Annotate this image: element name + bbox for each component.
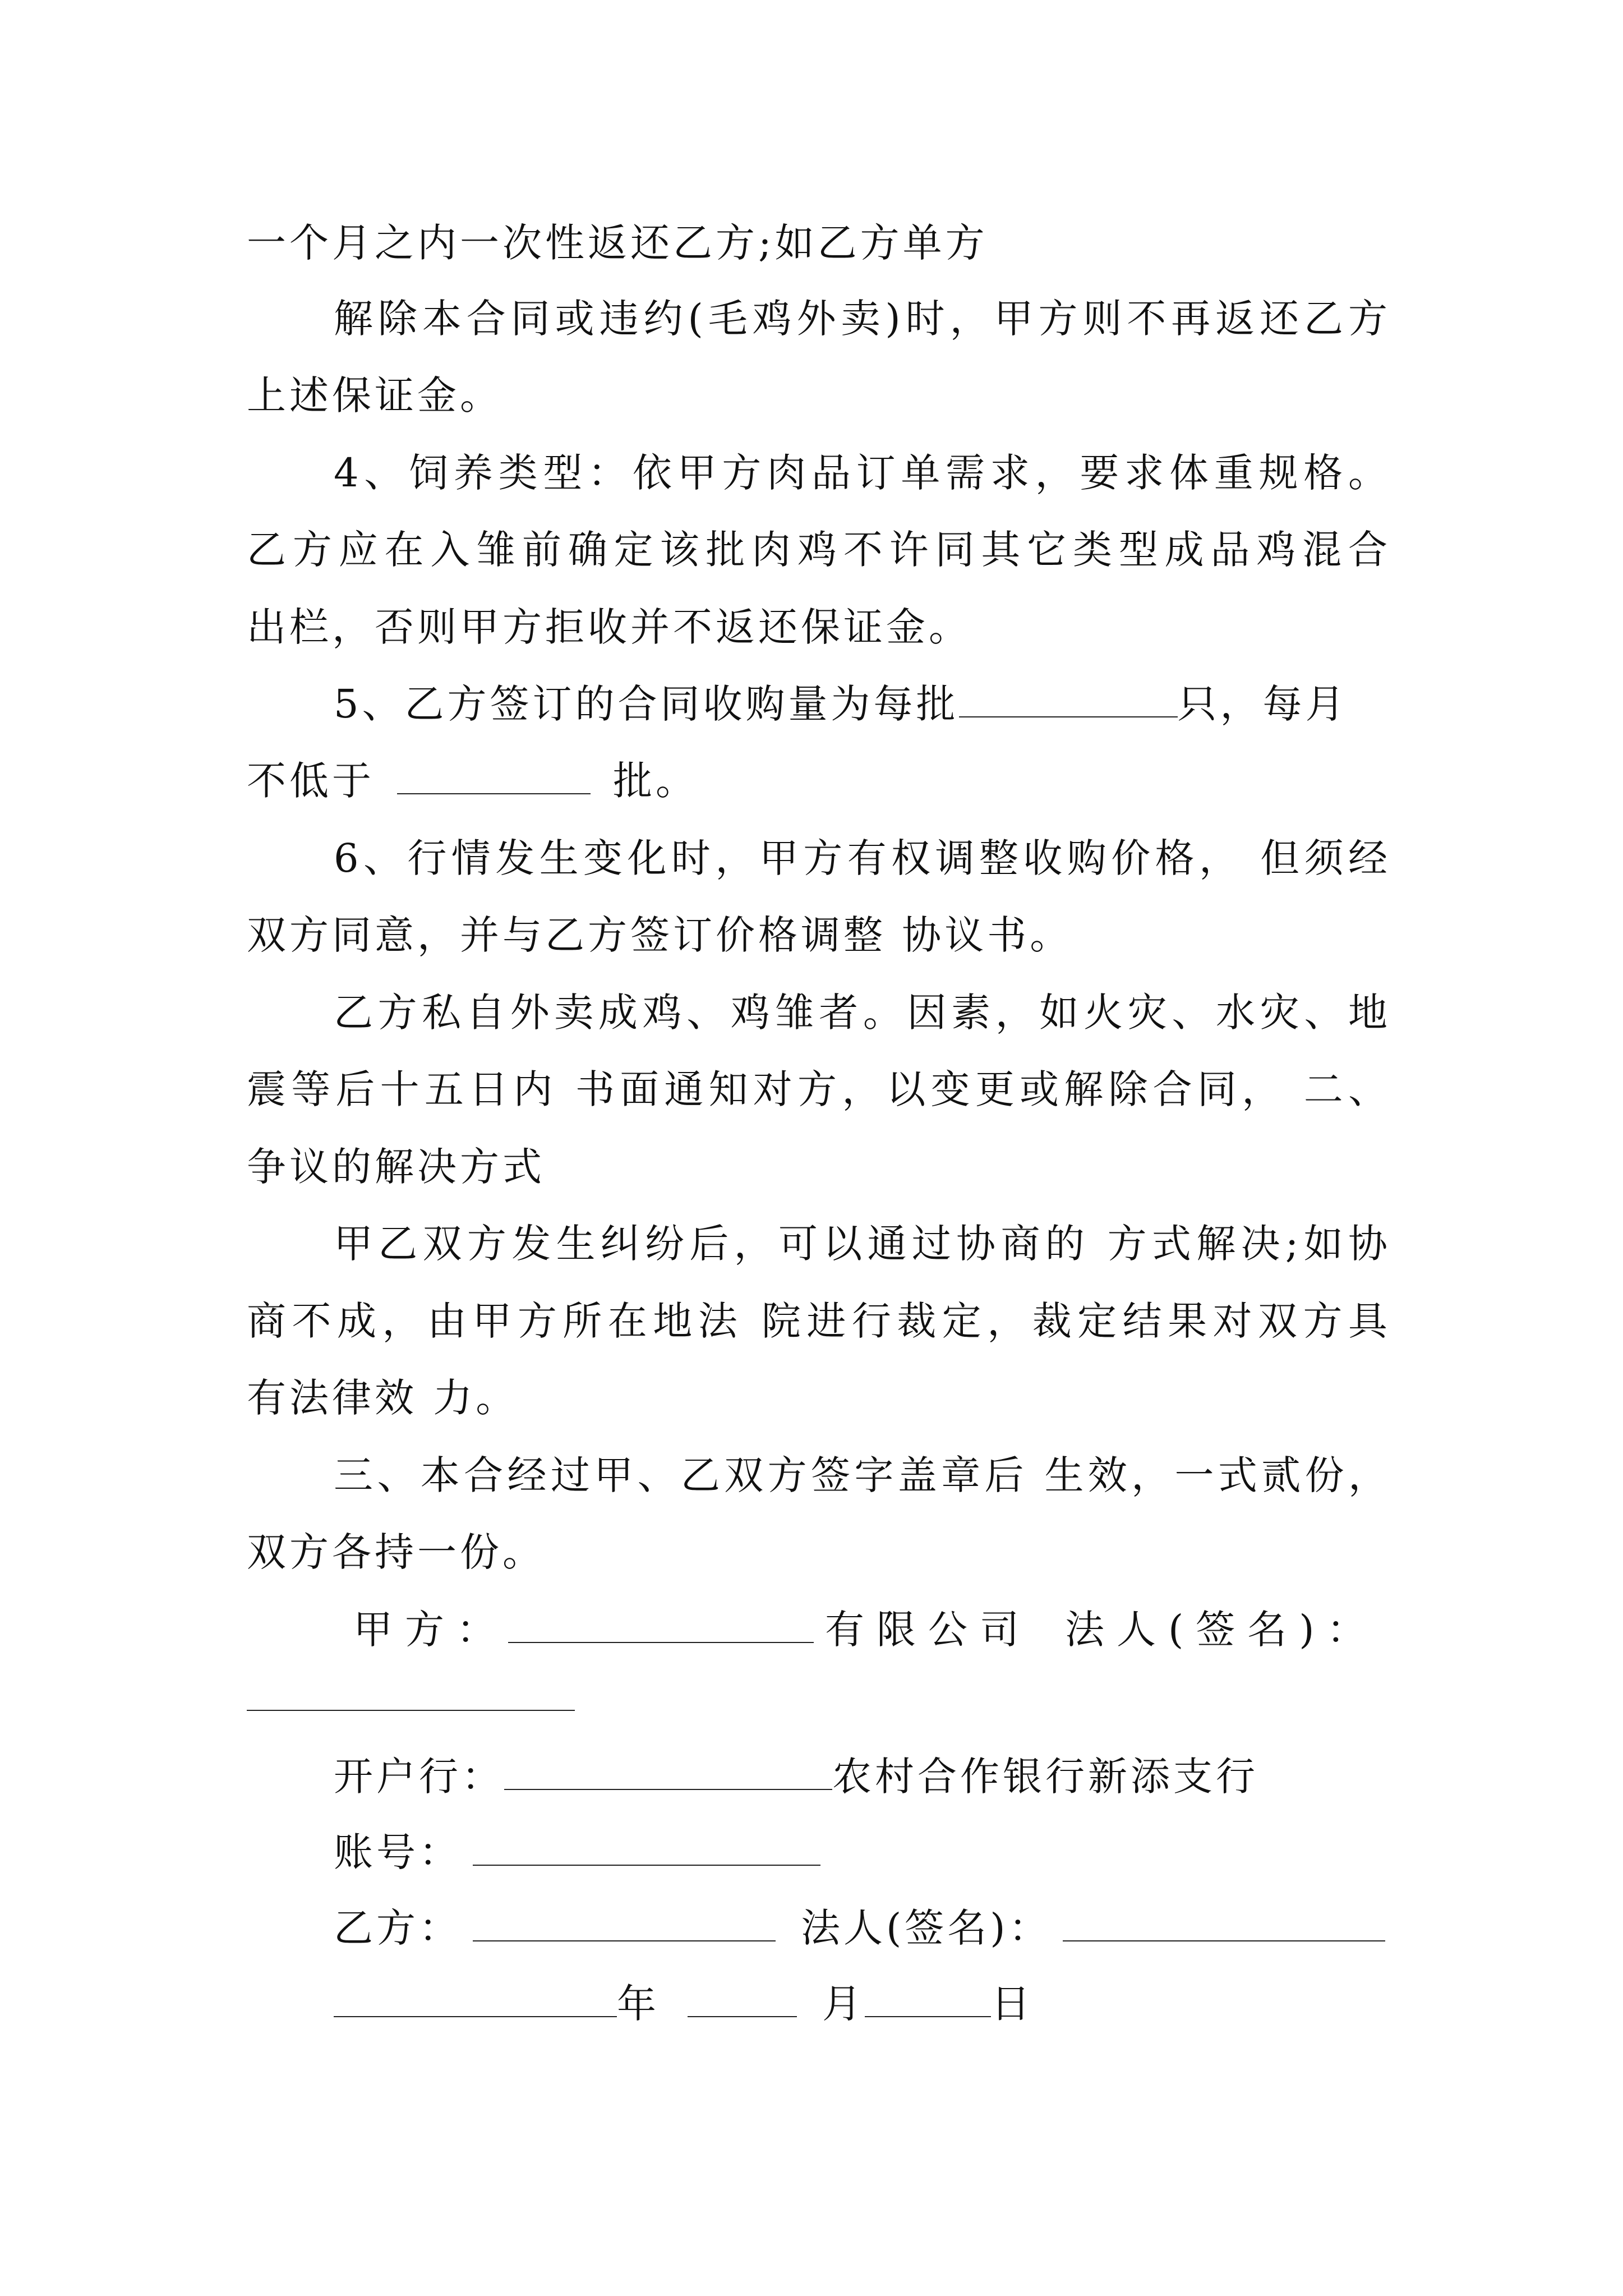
paragraph-3-line-2: 乙方应在入雏前确定该批肉鸡不许同其它类型成品鸡混合 [247,527,1391,573]
quantity-per-batch-blank[interactable] [959,679,1178,717]
paragraph-2-line-1: 解除本合同或违约(毛鸡外卖)时，甲方则不再返还乙方 [334,296,1391,342]
month-label: 月 [822,1981,865,2027]
date-line [334,1976,1034,2032]
paragraph-7-line-3: 有法律效 力。 [247,1375,519,1421]
bank-label: 开户行： [334,1754,504,1800]
paragraph-6-line-2: 震等后十五日内 书面通知对方，以变更或解除合同， 二、 [247,1066,1391,1112]
paragraph-4-line-2 [247,753,698,809]
day-blank[interactable] [865,1979,991,2017]
paragraph-3-line-3: 出栏，否则甲方拒收并不返还保证金。 [247,604,971,650]
party-a-name-blank[interactable] [508,1605,814,1643]
paragraph-5-line-1: 6、行情发生变化时，甲方有权调整收购价格， 但须经 [334,835,1391,881]
account-line [334,1824,820,1880]
day-label: 日 [991,1981,1034,2027]
paragraph-4-line-2-text-a: 不低于 [247,758,375,804]
paragraph-7-line-2: 商不成，由甲方所在地法 院进行裁定，裁定结果对双方具 [247,1298,1391,1344]
month-blank[interactable] [688,1979,797,2017]
party-a-suffix: 有限公司 [825,1607,1031,1653]
paragraph-8-line-1: 三、本合经过甲、乙双方签字盖章后 生效，一式贰份， [334,1452,1391,1498]
paragraph-2-line-2: 上述保证金。 [247,372,502,418]
party-a-legal-rep-label: 法人(签名)： [1065,1607,1378,1653]
bank-line [334,1749,1258,1805]
paragraph-5-line-2: 双方同意，并与乙方签订价格调整 协议书。 [247,912,1073,958]
party-b-label: 乙方： [334,1905,462,1951]
party-a-signature-blank[interactable] [247,1710,575,1711]
paragraph-4-line-1 [334,676,1348,732]
paragraph-6-line-1: 乙方私自外卖成鸡、鸡雏者。因素，如火灾、水灾、地 [334,990,1391,1036]
year-blank[interactable] [334,1979,617,2017]
account-number-blank[interactable] [473,1828,820,1866]
party-b-name-blank[interactable] [473,1903,776,1941]
bank-name: 农村合作银行新添支行 [832,1754,1258,1800]
paragraph-7-line-1: 甲乙双方发生纠纷后，可以通过协商的 方式解决;如协 [334,1221,1391,1267]
paragraph-8-line-2: 双方各持一份。 [247,1529,545,1575]
party-a-label: 甲方： [353,1607,508,1653]
paragraph-3-line-1: 4、饲养类型：依甲方肉品订单需求，要求体重规格。 [334,450,1391,496]
batches-per-month-blank[interactable] [397,756,591,794]
paragraph-4-line-1-text-a: 5、乙方签订的合同收购量为每批 [334,681,959,727]
party-b-line [334,1900,1385,1956]
party-b-legal-rep-label: 法人(签名)： [801,1905,1052,1951]
paragraph-1-line-1: 一个月之内一次性返还乙方;如乙方单方 [247,220,988,266]
bank-blank[interactable] [504,1752,832,1790]
paragraph-6-line-3: 争议的解决方式 [247,1144,545,1190]
party-b-signature-blank[interactable] [1063,1903,1385,1941]
paragraph-4-line-1-text-b: 只，每月 [1177,681,1348,727]
year-label: 年 [617,1981,660,2027]
party-a-line [353,1602,1378,1658]
account-label: 账号： [334,1829,462,1875]
paragraph-4-line-2-text-b: 批。 [613,758,698,804]
